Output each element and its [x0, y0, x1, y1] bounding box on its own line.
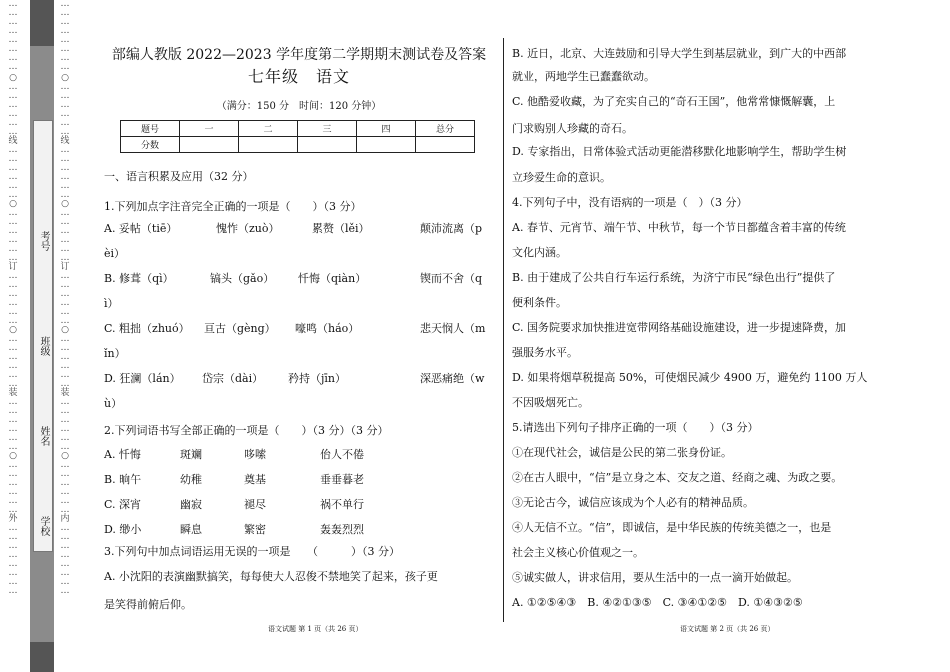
circle-icon: ○: [61, 325, 69, 335]
column-divider: [503, 38, 504, 622]
student-info-box: [33, 120, 53, 552]
q5-sentence-4-line-1: ④人无信不立。“信”，即诚信，是中华民族的传统美德之一，也是: [512, 521, 832, 534]
table-header: 一: [180, 121, 239, 137]
question-1: 1.下列加点字注音完全正确的一项是（ ）（3 分）: [104, 200, 362, 213]
binding-inner-label-2: 订: [60, 262, 70, 272]
q1-option-a-3: 累赘（lěi）: [312, 222, 370, 235]
q1-option-d-4: 深恶痛绝（w: [420, 372, 485, 385]
q4-option-c-line-2: 强服务水平。: [512, 346, 578, 359]
exam-subtitle: 七年级 语文: [247, 67, 350, 86]
score-table-header-row: [121, 121, 475, 137]
table-header: 总分: [416, 121, 475, 137]
circle-icon: ○: [61, 451, 69, 461]
q4-option-d-line-1: D. 如果将烟草税提高 50%，可使烟民减少 4900 万，避免约 1100 万人: [512, 371, 868, 384]
score-cell[interactable]: [298, 137, 357, 153]
circle-icon: ○: [9, 451, 17, 461]
q4-option-b-line-2: 便利条件。: [512, 296, 567, 309]
q2-option-c-1: C. 深宵: [104, 498, 142, 511]
q2-option-b-2: 幼稚: [180, 473, 202, 486]
binding-outer-label-4: 外: [8, 514, 18, 524]
exam-page-2: [510, 0, 905, 672]
circle-icon: ○: [9, 199, 17, 209]
q2-option-a-1: A. 忏悔: [104, 448, 141, 461]
q1-option-b-4: 锲而不舍（q: [420, 272, 483, 285]
q2-option-c-4: 祸不单行: [320, 498, 364, 511]
school-field[interactable]: 学校: [38, 516, 49, 536]
student-info-strip: [30, 0, 54, 672]
binding-margin: [0, 0, 82, 672]
q5-sentence-5: ⑤诚实做人，讲求信用，要从生活中的一点一滴开始做起。: [512, 571, 798, 584]
score-table: [120, 120, 475, 153]
q5-sentence-3: ③无论古今，诚信应该成为个人必有的精神品质。: [512, 496, 754, 509]
q2-option-c-2: 幽寂: [180, 498, 202, 511]
q3-option-c-line-2: 门求购别人珍藏的奇石。: [512, 122, 633, 135]
q1-option-c-1: C. 粗拙（zhuó）: [104, 322, 190, 335]
q2-option-d-3: 繁密: [244, 523, 266, 536]
q1-option-b-3: 忏悔（qiàn）: [298, 272, 367, 285]
q3-option-d-line-1: D. 专家指出，日常体验式活动更能潜移默化地影响学生，帮助学生树: [512, 145, 847, 158]
q5-sentence-4-line-2: 社会主义核心价值观之一。: [512, 546, 644, 559]
question-3: 3.下列句中加点词语运用无误的一项是 （ ）（3 分）: [104, 545, 400, 558]
q3-option-b-line-2: 就业，两地学生已蠢蠢欲动。: [512, 70, 655, 83]
dotted-cut-line-inner: … … … … … … … … ○ … … … … … … 线 … … … … … … ○ … … … … … … 订 … … … … … … ○ … … … … … … 装 … … … … … … ○ … … … … … … 内 … … … … … … … …: [60, 0, 70, 596]
q2-option-d-2: 瞬息: [180, 523, 202, 536]
dotted-cut-line-outer: … … … … … … … … ○ … … … … … … 线 … … … … … … ○ … … … … … … 订 … … … … … … ○ … … … … … … 装 … … … … … … ○ … … … … … … 外 … … … … … … … …: [8, 0, 18, 596]
q1-option-b-5: ì）: [104, 297, 119, 310]
score-cell[interactable]: [180, 137, 239, 153]
binding-inner-label-1: 线: [60, 136, 70, 146]
circle-icon: ○: [61, 199, 69, 209]
q1-option-c-5: ǐn）: [104, 347, 126, 360]
binding-outer-label-2: 订: [8, 262, 18, 272]
name-field[interactable]: 姓名: [38, 426, 49, 446]
table-header: 三: [298, 121, 357, 137]
q3-option-a-line-2: 是笑得前俯后仰。: [104, 598, 192, 611]
table-header: 题号: [121, 121, 180, 137]
q1-option-a-4: 颠沛流离（p: [420, 222, 483, 235]
score-cell[interactable]: [357, 137, 416, 153]
q1-option-d-3: 矜持（jīn）: [288, 372, 347, 385]
q5-sentence-1: ①在现代社会，诚信是公民的第二张身份证。: [512, 446, 732, 459]
circle-icon: ○: [9, 73, 17, 83]
q3-option-b-line-1: B. 近日，北京、大连鼓励和引导大学生到基层就业，到广大的中西部: [512, 47, 847, 60]
q4-option-b-line-1: B. 由于建成了公共自行车运行系统，为济宁市民“绿色出行”提供了: [512, 271, 836, 284]
q1-option-d-5: ù）: [104, 397, 123, 410]
binding-outer-label-1: 线: [8, 136, 18, 146]
q1-option-b-2: 镐头（gǎo）: [210, 272, 275, 285]
table-header: 四: [357, 121, 416, 137]
q1-option-c-3: 嚎鸣（háo）: [295, 322, 360, 335]
question-5: 5.请选出下列句子排序正确的一项（ ）（3 分）: [512, 421, 759, 434]
class-field[interactable]: 班级: [38, 336, 49, 356]
q1-option-a-1: A. 妥帖（tiē）: [104, 222, 178, 235]
exam-page-1: [98, 0, 500, 672]
circle-icon: ○: [61, 73, 69, 83]
q2-option-a-2: 斑斓: [180, 448, 202, 461]
exam-title: 部编人教版 2022—2023 学年度第二学期期末测试卷及答案: [111, 47, 487, 63]
q2-option-b-4: 垂垂暮老: [320, 473, 364, 486]
score-time-info: （满分：150 分 时间：120 分钟）: [216, 101, 382, 112]
q3-option-d-line-2: 立珍爱生命的意识。: [512, 171, 611, 184]
score-cell[interactable]: [416, 137, 475, 153]
table-header: 二: [239, 121, 298, 137]
question-4: 4.下列句子中，没有语病的一项是（ ）（3 分）: [512, 196, 748, 209]
q1-option-d-2: 岱宗（dài）: [202, 372, 264, 385]
binding-outer-label-3: 装: [8, 388, 18, 398]
circle-icon: ○: [9, 325, 17, 335]
q1-option-d-1: D. 狂澜（lán）: [104, 372, 181, 385]
q3-option-c-line-1: C. 他酷爱收藏，为了充实自己的“奇石王国”，他常常慷慨解囊，上: [512, 95, 836, 108]
binding-inner-label-4: 内: [60, 514, 70, 524]
q2-option-b-3: 奠基: [244, 473, 266, 486]
q5-options: A. ①②⑤④③ B. ④②①③⑤ C. ③④①②⑤ D. ①④③②⑤: [512, 596, 803, 609]
section-heading: 一、语言积累及应用（32 分）: [104, 170, 254, 183]
q4-option-a-line-2: 文化内涵。: [512, 246, 567, 259]
strip-bottom-band: [30, 642, 54, 672]
question-2: 2.下列词语书写全部正确的一项是（ ）（3 分）（3 分）: [104, 424, 389, 437]
score-row-label: 分数: [121, 137, 180, 153]
strip-top-band: [30, 0, 54, 46]
q2-option-a-3: 哆嗦: [244, 448, 266, 461]
q3-option-a-line-1: A. 小沈阳的表演幽默搞笑，每每使大人忍俊不禁地笑了起来，孩子更: [104, 570, 438, 583]
q1-option-a-5: èi）: [104, 247, 126, 260]
q5-sentence-2: ②在古人眼中，“信”是立身之本、交友之道、经商之魂、为政之要。: [512, 471, 843, 484]
q4-option-c-line-1: C. 国务院要求加快推进宽带网络基础设施建设，进一步提速降费，加: [512, 321, 847, 334]
exam-number-field[interactable]: 考号: [38, 231, 49, 251]
q2-option-c-3: 褪尽: [244, 498, 266, 511]
q2-option-d-4: 轰轰烈烈: [320, 523, 364, 536]
q2-option-d-1: D. 缈小: [104, 523, 142, 536]
score-cell[interactable]: [239, 137, 298, 153]
q1-option-c-2: 亘古（gèng）: [204, 322, 276, 335]
page-footer: 语文试题 第 1 页（共 26 页）: [268, 625, 363, 633]
page-footer: 语文试题 第 2 页（共 26 页）: [680, 625, 775, 633]
binding-inner-label-3: 装: [60, 388, 70, 398]
q2-option-a-4: 佁人不倦: [320, 448, 364, 461]
q4-option-a-line-1: A. 春节、元宵节、端午节、中秋节，每一个节日都蕴含着丰富的传统: [512, 221, 846, 234]
score-table-row: [121, 137, 475, 153]
q1-option-a-2: 愧怍（zuò）: [216, 222, 280, 235]
q4-option-d-line-2: 不因吸烟死亡。: [512, 396, 589, 409]
q2-option-b-1: B. 晌午: [104, 473, 142, 486]
q1-option-c-4: 悲天悯人（m: [420, 322, 486, 335]
q1-option-b-1: B. 修葺（qì）: [104, 272, 174, 285]
